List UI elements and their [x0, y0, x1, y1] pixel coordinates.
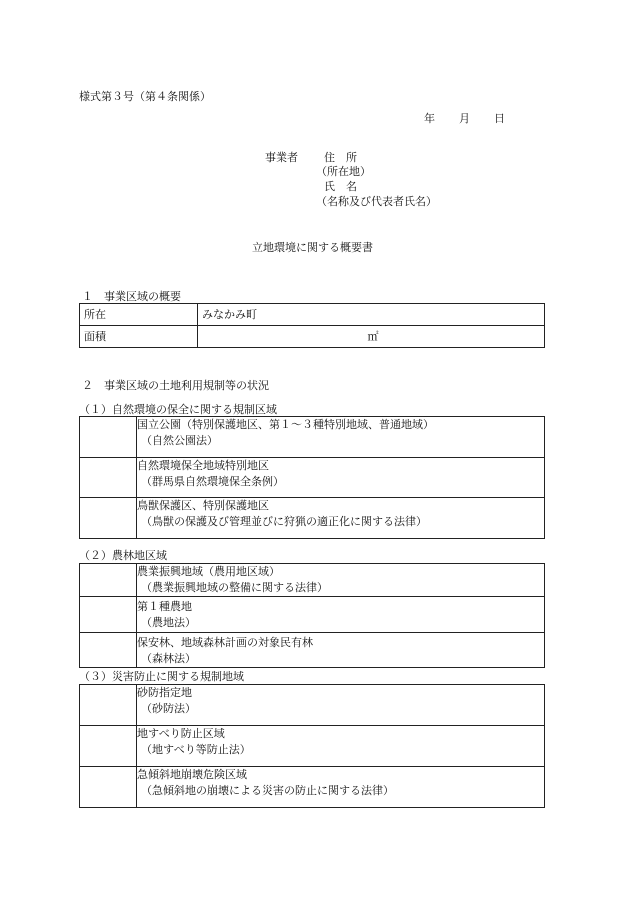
description-line1: 鳥獣保護区、特別保護地区: [137, 499, 269, 512]
description-line2: （砂防法）: [141, 702, 196, 715]
date-year-label: 年: [424, 112, 435, 125]
table-row: [80, 633, 545, 668]
checkbox-cell[interactable]: [80, 685, 137, 726]
checkbox-cell[interactable]: [80, 597, 137, 633]
table-row: [80, 417, 545, 458]
date-day-label: 日: [494, 112, 505, 125]
nature-regulation-table: [79, 416, 545, 539]
section2-heading: ２ 事業区域の土地利用規制等の状況: [82, 379, 269, 392]
table-row: [80, 458, 545, 498]
description-line1: 農業振興地域（農用地区域）: [137, 565, 280, 578]
description-cell: [137, 564, 545, 597]
table-row: [80, 326, 545, 348]
site-overview-table: [79, 303, 545, 348]
description-cell: [137, 767, 545, 808]
checkbox-cell[interactable]: [80, 633, 137, 668]
table-row: [80, 498, 545, 539]
disaster-prevention-table: [79, 684, 545, 808]
farm-forest-table: [79, 563, 545, 668]
form-number-label: 様式第３号（第４条関係）: [79, 90, 211, 103]
location-value-cell: みなかみ町: [198, 304, 545, 326]
description-line2: （地すべり等防止法）: [141, 743, 251, 756]
description-line2: （急傾斜地の崩壊による災害の防止に関する法律）: [141, 784, 394, 797]
section1-heading: １ 事業区域の概要: [82, 290, 181, 303]
description-line2: （農業振興地域の整備に関する法律）: [141, 581, 328, 594]
description-line1: 地すべり防止区域: [137, 727, 225, 740]
checkbox-cell[interactable]: [80, 564, 137, 597]
description-cell: [137, 633, 545, 668]
address-label: 住 所: [324, 151, 357, 164]
date-month-label: 月: [459, 112, 470, 125]
description-line2: （森林法）: [141, 652, 196, 665]
area-label-cell: 面積: [80, 326, 198, 348]
checkbox-cell[interactable]: [80, 498, 137, 539]
description-line1: 国立公園（特別保護地区、第１～３種特別地域、普通地域）: [137, 418, 434, 431]
table-row: [80, 564, 545, 597]
table-row: [80, 726, 545, 767]
description-line1: 第１種農地: [137, 600, 192, 613]
name-label: 氏 名: [324, 180, 357, 193]
description-line1: 砂防指定地: [137, 686, 192, 699]
description-line1: 急傾斜地崩壊危険区域: [137, 768, 247, 781]
description-line2: （鳥獣の保護及び管理並びに狩猟の適正化に関する法律）: [141, 515, 427, 528]
description-line2: （群馬県自然環境保全条例）: [141, 475, 284, 488]
description-line1: 保安林、地域森林計画の対象民有林: [137, 636, 313, 649]
table-row: [80, 597, 545, 633]
checkbox-cell[interactable]: [80, 767, 137, 808]
table-row: [80, 304, 545, 326]
table-row: [80, 685, 545, 726]
description-line1: 自然環境保全地域特別地区: [137, 459, 269, 472]
name-note: （名称及び代表者氏名）: [316, 195, 437, 208]
applicant-title: 事業者: [265, 151, 298, 164]
area-value-cell: ㎡: [198, 326, 545, 348]
description-line2: （自然公園法）: [141, 434, 218, 447]
sub1-heading: （１）自然環境の保全に関する規制区域: [79, 403, 277, 416]
document-title: 立地環境に関する概要書: [252, 241, 373, 254]
description-cell: [137, 417, 545, 458]
description-cell: [137, 597, 545, 633]
checkbox-cell[interactable]: [80, 458, 137, 498]
description-line2: （農地法）: [141, 616, 196, 629]
sub3-heading: （３）災害防止に関する規制地域: [79, 670, 244, 683]
description-cell: [137, 498, 545, 539]
location-label-cell: 所在: [80, 304, 198, 326]
checkbox-cell[interactable]: [80, 726, 137, 767]
checkbox-cell[interactable]: [80, 417, 137, 458]
table-row: [80, 767, 545, 808]
description-cell: [137, 458, 545, 498]
sub2-heading: （２）農林地区域: [79, 549, 167, 562]
address-note: （所在地）: [316, 165, 371, 178]
description-cell: [137, 726, 545, 767]
description-cell: [137, 685, 545, 726]
